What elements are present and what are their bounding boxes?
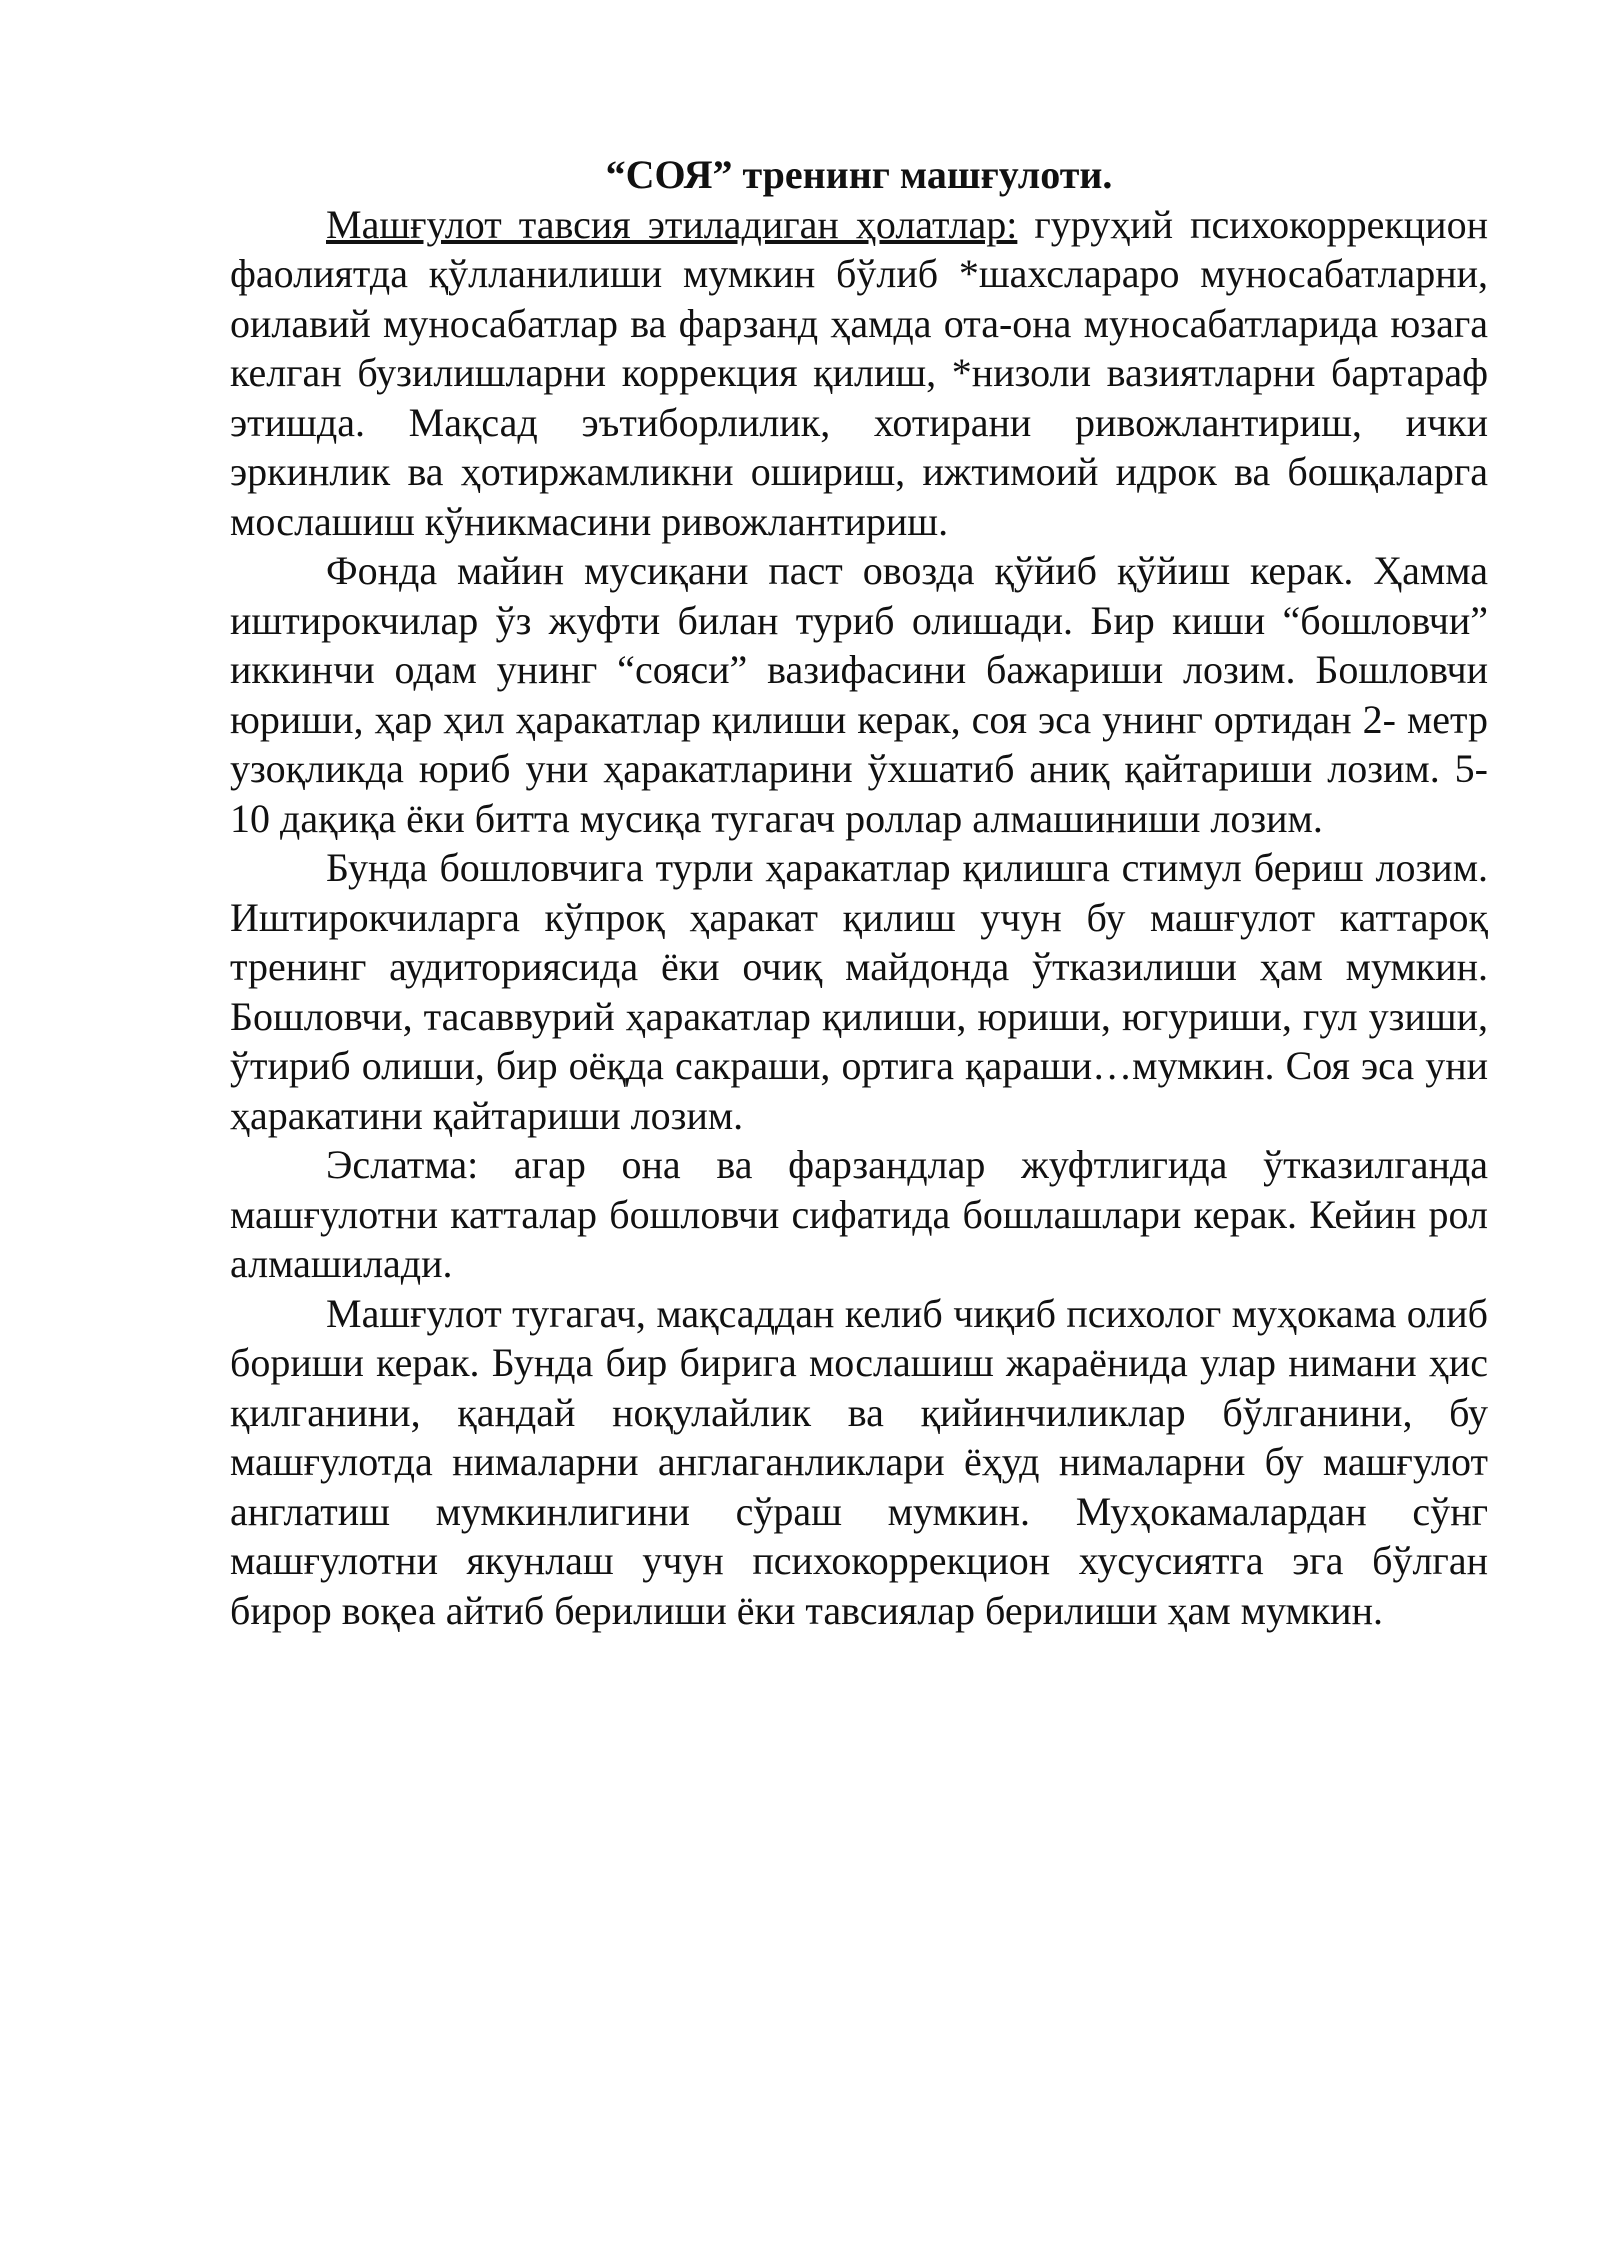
intro-text: гуруҳий психокоррекцион фаолиятда қўлланилиши мумкин бўлиб *шахслараро муносабатларни, оилавий муносабатлар ва фарзанд ҳамда ота-она муносабатларида юзага келган бузилишларни коррекция қилиш, *низоли вазиятларни бартараф этишда. Мақсад эътиборлилик, хотирани ривожлантириш, ички эркинлик ва ҳотиржамликни ошириш, ижтимоий идрок ва бошқаларга мослашиш кўникмасини ривожлантириш. — [230, 201, 1488, 544]
paragraph-stimulus: Бунда бошловчига турли ҳаракатлар қилишга стимул бериш лозим. Иштирокчиларга кўпроқ ҳаракат қилиш учун бу машғулот каттароқ тренинг аудиториясида ёки очиқ майдонда ўтказилиши ҳам мумкин. Бошловчи, тасаввурий ҳаракатлар қилиши, юриши, югуриши, гул узиши, ўтириб олиши, бир оёқда сакраши, ортига қараши…мумкин. Соя эса уни ҳаракатини қайтариши лозим. — [230, 845, 1488, 1138]
document-page — [230, 150, 1488, 1635]
intro-lead: Машғулот тавсия этиладиган ҳолатлар: — [326, 201, 1018, 247]
paragraph-instructions: Фонда майин мусиқани паст овозда қўйиб қўйиш керак. Ҳамма иштирокчилар ўз жуфти билан туриб олишади. Бир киши “бошловчи” иккинчи одам унинг “сояси” вазифасини бажариши лозим. Бошловчи юриши, ҳар ҳил ҳаракатлар қилиши керак, соя эса унинг ортидан 2- метр узоқликда юриб уни ҳаракатларини ўхшатиб аниқ қайтариши лозим. 5-10 дақиқа ёки битта мусиқа тугагач роллар алмашиниши лозим. — [230, 548, 1488, 841]
paragraph-note: Эслатма: агар она ва фарзандлар жуфтлигида ўтказилганда машғулотни катталар бошловчи сифатида бошлашлари керак. Кейин рол алмашилади. — [230, 1142, 1488, 1286]
paragraph-discussion: Машғулот тугагач, мақсаддан келиб чиқиб психолог муҳокама олиб бориши керак. Бунда бир бирига мослашиш жараёнида улар нимани ҳис қилганини, қандай ноқулайлик ва қийинчиликлар бўлганини, бу машғулотда нималарни англаганликлари ёҳуд нималарни бу машғулот англатиш мумкинлигини сўраш мумкин. Муҳокамалардан сўнг машғулотни якунлаш учун психокоррекцион хусусиятга эга бўлган бирор воқеа айтиб берилиши ёки тавсиялар берилиши ҳам мумкин. — [230, 1290, 1488, 1633]
intro-paragraph — [230, 200, 1488, 547]
document-title: “СОЯ” тренинг машғулоти. — [605, 152, 1113, 197]
